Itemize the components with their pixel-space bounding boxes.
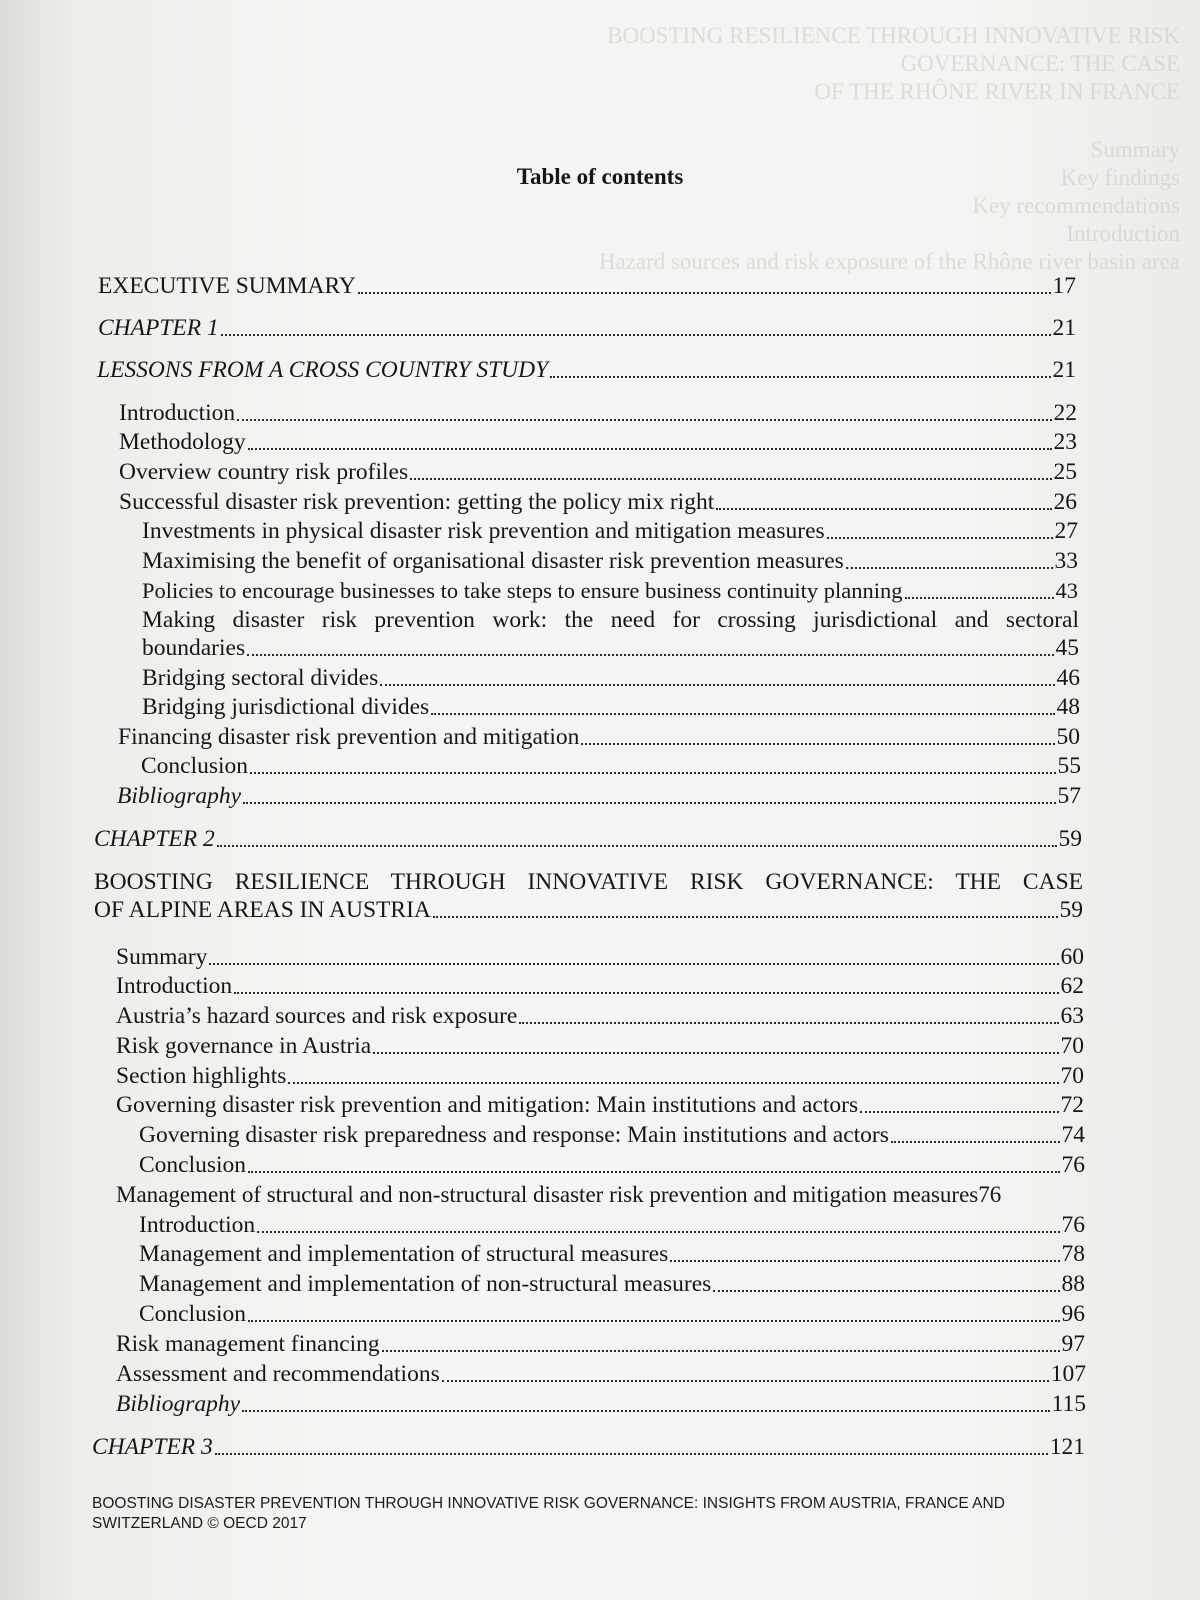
toc-entry[interactable]	[116, 1360, 1086, 1388]
toc-page-number: 70	[1060, 1033, 1084, 1059]
toc-entry-continuation	[142, 634, 1079, 662]
dot-leader	[581, 743, 1054, 745]
toc-entry-label: Risk governance in Austria	[116, 1033, 372, 1059]
dot-leader	[827, 537, 1053, 539]
toc-entry-label: Risk management financing	[116, 1331, 380, 1357]
dot-leader	[248, 1320, 1059, 1322]
dot-leader	[209, 963, 1058, 965]
dot-leader	[215, 1453, 1048, 1455]
toc-page-number: 60	[1060, 944, 1084, 970]
toc-entry-label: LESSONS FROM A CROSS COUNTRY STUDY	[97, 357, 549, 383]
toc-entry-label: Investments in physical disaster risk prevention and mitigation measures	[142, 518, 825, 544]
toc-entry-label: OF ALPINE AREAS IN AUSTRIA	[94, 897, 431, 923]
toc-entry-label: Management and implementation of non-structural measures	[139, 1271, 712, 1297]
toc-page-number: 21	[1052, 357, 1076, 383]
toc-entry-label: Bibliography	[117, 783, 242, 809]
toc-entry[interactable]	[139, 1121, 1085, 1149]
toc-entry[interactable]	[139, 1300, 1085, 1328]
dot-leader	[410, 478, 1051, 480]
dot-leader	[221, 334, 1051, 336]
dot-leader	[431, 713, 1054, 715]
toc-entry[interactable]	[142, 664, 1080, 692]
page-footer	[92, 1494, 1092, 1534]
dot-leader	[234, 992, 1058, 994]
toc-page-number: 45	[1055, 635, 1079, 661]
toc-entry[interactable]	[139, 1270, 1085, 1298]
bleed-through-line: Key recommendations	[972, 193, 1180, 218]
toc-entry-label: BOOSTING RESILIENCE THROUGH INNOVATIVE RISK GOVERNANCE: THE CASE	[94, 869, 1083, 895]
dot-leader	[217, 845, 1057, 847]
bleed-through-line: Introduction	[1066, 221, 1180, 246]
dot-leader	[358, 292, 1051, 294]
toc-entry-chapter-3[interactable]	[92, 1433, 1085, 1461]
toc-page-number: 50	[1056, 724, 1080, 750]
toc-page-number: 97	[1061, 1331, 1085, 1357]
toc-entry-label: Governing disaster risk prevention and mitigation: Main institutions and actors	[116, 1092, 859, 1118]
toc-entry[interactable]	[139, 1240, 1085, 1268]
dot-leader	[382, 1350, 1060, 1352]
toc-entry-label: CHAPTER 1	[98, 315, 219, 341]
toc-entry-label: CHAPTER 2	[94, 826, 215, 852]
toc-page-number: 59	[1058, 826, 1082, 852]
toc-entry[interactable]	[142, 693, 1080, 721]
bleed-through-line: OF THE RHÔNE RIVER IN FRANCE	[814, 79, 1180, 104]
toc-page-number: 22	[1053, 400, 1077, 426]
toc-entry[interactable]	[116, 1032, 1084, 1060]
toc-entry-label: Conclusion	[139, 1152, 247, 1178]
toc-entry-label: Section highlights	[116, 1063, 287, 1089]
dot-leader	[248, 1171, 1059, 1173]
toc-page-number: 62	[1060, 973, 1084, 999]
toc-entry-label: Governing disaster risk preparedness and response: Main institutions and actors	[139, 1122, 889, 1148]
dot-leader	[713, 1290, 1059, 1292]
toc-page-number: 96	[1061, 1301, 1085, 1327]
bleed-through-line: Key findings	[1060, 165, 1180, 190]
toc-entry[interactable]	[139, 1151, 1085, 1179]
toc-entry-label: Introduction	[139, 1212, 256, 1238]
toc-entry-label: Making disaster risk prevention work: the need for crossing jurisdictional and sectoral	[142, 607, 1079, 633]
toc-entry-label: Austria’s hazard sources and risk exposure	[116, 1003, 518, 1029]
page-title: Table of contents	[516, 164, 684, 189]
toc-entry-label: Introduction	[116, 973, 233, 999]
toc-entry[interactable]	[119, 488, 1077, 516]
toc-entry[interactable]	[116, 943, 1084, 971]
toc-entry[interactable]	[119, 458, 1077, 486]
toc-entry-label: Policies to encourage businesses to take steps to ensure business continuity planning	[142, 578, 903, 603]
toc-entry-continuation	[94, 896, 1083, 924]
toc-entry-label: Conclusion	[141, 753, 249, 779]
toc-entry-label: Methodology	[119, 429, 246, 455]
toc-entry-chapter-1[interactable]	[98, 314, 1076, 342]
toc-page-number: 57	[1057, 783, 1081, 809]
dot-leader	[250, 772, 1055, 774]
toc-page-number: 63	[1060, 1003, 1084, 1029]
dot-leader	[248, 448, 1052, 450]
dot-leader	[373, 1052, 1058, 1054]
toc-page-number: 26	[1053, 489, 1077, 515]
toc-page-number: 76	[1061, 1212, 1085, 1238]
toc-page-number: 33	[1054, 548, 1078, 574]
toc-entry-label: Bridging sectoral divides	[142, 665, 379, 691]
toc-entry[interactable]	[142, 577, 1078, 605]
dot-leader	[519, 1022, 1058, 1024]
toc-entry-label: Overview country risk profiles	[119, 459, 409, 485]
toc-entry-chapter-1-title[interactable]	[97, 356, 1076, 384]
dot-leader	[550, 376, 1050, 378]
toc-entry[interactable]	[141, 752, 1081, 780]
toc-entry[interactable]	[116, 1330, 1085, 1358]
toc-entry[interactable]	[116, 1062, 1084, 1090]
dot-leader	[257, 1231, 1059, 1233]
toc-page-number: 107	[1050, 1361, 1086, 1387]
toc-page-number: 25	[1053, 459, 1077, 485]
toc-page-number: 76	[1061, 1152, 1085, 1178]
toc-entry[interactable]	[118, 723, 1080, 751]
bleed-through-line: Hazard sources and risk exposure of the Rhône river basin area	[598, 249, 1180, 274]
toc-page-number: 78	[1061, 1241, 1085, 1267]
dot-leader	[247, 654, 1053, 656]
toc-entry-bibliography[interactable]	[116, 1390, 1086, 1418]
toc-page-number: 59	[1059, 897, 1083, 923]
dot-leader	[380, 684, 1054, 686]
toc-entry[interactable]	[119, 399, 1077, 427]
bleed-through-text	[460, 22, 1180, 276]
toc-entry-label: Management of structural and non-structural disaster risk prevention and mitigation measures	[116, 1182, 979, 1207]
toc-entry-executive-summary[interactable]	[98, 272, 1076, 300]
toc-page-number: 121	[1049, 1434, 1085, 1460]
toc-entry[interactable]	[116, 1181, 1106, 1209]
toc-page-number: 48	[1056, 694, 1080, 720]
toc-entry-label: Introduction	[119, 400, 236, 426]
dot-leader	[891, 1141, 1060, 1143]
dot-leader	[237, 419, 1051, 421]
toc-page-number: 74	[1061, 1122, 1085, 1148]
bleed-through-line: BOOSTING RESILIENCE THROUGH INNOVATIVE RISK GOVERNANCE: THE CASE	[607, 23, 1180, 76]
toc-entry-label: CHAPTER 3	[92, 1434, 213, 1460]
footer-line: SWITZERLAND © OECD 2017	[92, 1515, 307, 1532]
toc-entry[interactable]	[142, 517, 1078, 545]
dot-leader	[243, 802, 1055, 804]
toc-page-number: 76	[978, 1182, 1002, 1207]
toc-entry-label: EXECUTIVE SUMMARY	[98, 273, 356, 299]
dot-leader	[905, 597, 1054, 599]
toc-entry[interactable]	[116, 1002, 1084, 1030]
dot-leader	[716, 508, 1051, 510]
toc-page-number: 72	[1060, 1092, 1084, 1118]
dot-leader	[288, 1082, 1058, 1084]
toc-entry-label: Bridging jurisdictional divides	[142, 694, 430, 720]
toc-entry-label: boundaries	[142, 635, 246, 661]
toc-entry-label: Management and implementation of structural measures	[139, 1241, 669, 1267]
toc-page-number: 55	[1057, 753, 1081, 779]
footer-line: BOOSTING DISASTER PREVENTION THROUGH INNOVATIVE RISK GOVERNANCE: INSIGHTS FROM AUSTRIA, FRANCE AND	[92, 1495, 1005, 1512]
toc-entry[interactable]	[116, 972, 1084, 1000]
toc-entry-label: Financing disaster risk prevention and mitigation	[118, 724, 580, 750]
toc-entry[interactable]	[119, 428, 1077, 456]
toc-page-number: 23	[1053, 429, 1077, 455]
toc-entry-bibliography[interactable]	[117, 782, 1081, 810]
toc-entry[interactable]	[116, 1091, 1084, 1119]
toc-entry-chapter-2-title[interactable]	[94, 868, 1083, 924]
dot-leader	[846, 567, 1053, 569]
dot-leader	[670, 1260, 1059, 1262]
dot-leader	[433, 916, 1058, 918]
toc-page-number: 70	[1060, 1063, 1084, 1089]
toc-entry-two-line[interactable]	[142, 606, 1079, 662]
toc-entry-label: Conclusion	[139, 1301, 247, 1327]
dot-leader	[442, 1380, 1049, 1382]
toc-entry[interactable]	[139, 1211, 1085, 1239]
toc-entry-label: Successful disaster risk prevention: getting the policy mix right	[119, 489, 715, 515]
toc-entry[interactable]	[142, 547, 1078, 575]
toc-entry-label: Assessment and recommendations	[116, 1361, 440, 1387]
toc-page-number: 115	[1051, 1391, 1086, 1417]
toc-entry-label: Summary	[116, 944, 208, 970]
toc-page-number: 17	[1052, 273, 1076, 299]
toc-entry-label: Bibliography	[116, 1391, 241, 1417]
toc-entry-chapter-2[interactable]	[94, 825, 1082, 853]
dot-leader	[242, 1410, 1050, 1412]
toc-entry-label: Maximising the benefit of organisational disaster risk prevention measures	[142, 548, 844, 574]
toc-page-number: 21	[1052, 315, 1076, 341]
toc-page-number: 43	[1055, 578, 1078, 603]
dot-leader	[860, 1111, 1058, 1113]
bleed-through-line: Summary	[1090, 137, 1180, 162]
toc-page-number: 88	[1061, 1271, 1085, 1297]
toc-page-number: 27	[1054, 518, 1078, 544]
toc-page-number: 46	[1056, 665, 1080, 691]
